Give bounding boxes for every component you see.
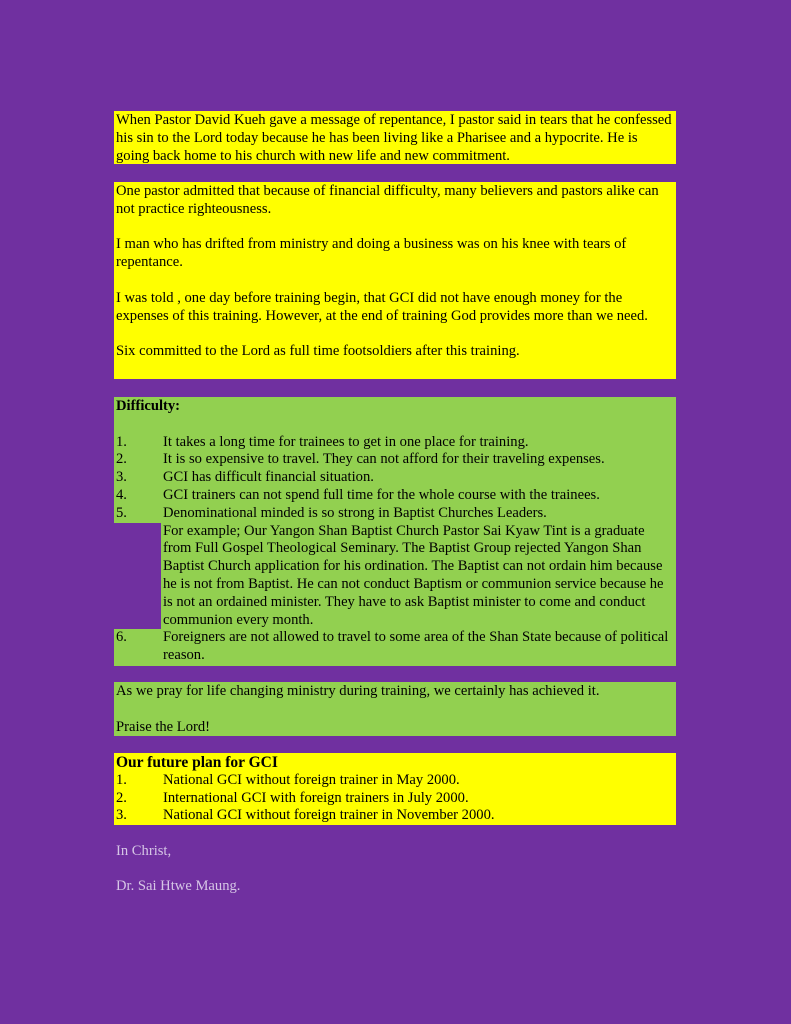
para-text: When Pastor David Kueh gave a message of repentance, I pastor said in tears that he confessed his sin to the Lord today because he has been living like a Pharisee and a hypocrite. He is going back home to his church with new life and new commitment. [116,112,672,164]
prayer-text: As we pray for life changing ministry during training, we certainly has achieved it. [116,683,600,699]
praise-text: Praise the Lord! [116,718,211,735]
difficulty-section [114,397,676,664]
list-item: 3. National GCI without foreign trainer in November 2000. [116,807,495,824]
list-item: 6. Foreigners are not allowed to travel to some area of the Shan State because of political reason. [116,629,669,664]
paragraph-repentance [114,111,676,164]
testimony-repentance: I man who has drifted from ministry and doing a business was on his knee with tears of repentance. [116,236,627,271]
future-plan-section [114,753,676,825]
list-item: 1. It takes a long time for trainees to get in one place for training. [116,433,529,450]
list-item: 1. National GCI without foreign trainer in May 2000. [116,771,460,788]
difficulty-example: For example; Our Yangon Shan Baptist Church Pastor Sai Kyaw Tint is a graduate from Full Gospel Theological Seminary. The Baptist Group rejected Yangon Shan Baptist Church application for his ordination. The Baptist can not ordain him because he is not from Baptist. He can not conduct Baptism or communion service because he is not an ordained minister. They have to ask Baptist minister to come and conduct communion every month. [163,522,664,628]
list-item: 4. GCI trainers can not spend full time for the whole course with the trainees. [116,486,600,503]
signature: Dr. Sai Htwe Maung. [116,878,241,894]
list-item: 5. Denominational minded is so strong in Baptist Churches Leaders. [116,504,547,521]
testimony-financial: One pastor admitted that because of financial difficulty, many believers and pastors alike can not practice righteousness. [116,183,659,217]
testimony-money: I was told , one day before training begin, that GCI did not have enough money for the expenses of this training. However, at the end of training God provides more than we need. [116,289,648,324]
future-plan-heading: Our future plan for GCI [116,754,278,771]
list-item: 3. GCI has difficult financial situation. [116,469,374,486]
list-item: 2. International GCI with foreign trainers in July 2000. [116,789,469,806]
prayer-block [114,682,676,736]
difficulty-heading: Difficulty: [116,398,181,414]
testimonies-block [114,182,676,379]
closing: In Christ, [116,843,172,859]
testimony-committed: Six committed to the Lord as full time footsoldiers after this training. [116,343,520,360]
list-item: 2. It is so expensive to travel. They can not afford for their traveling expenses. [116,451,605,468]
